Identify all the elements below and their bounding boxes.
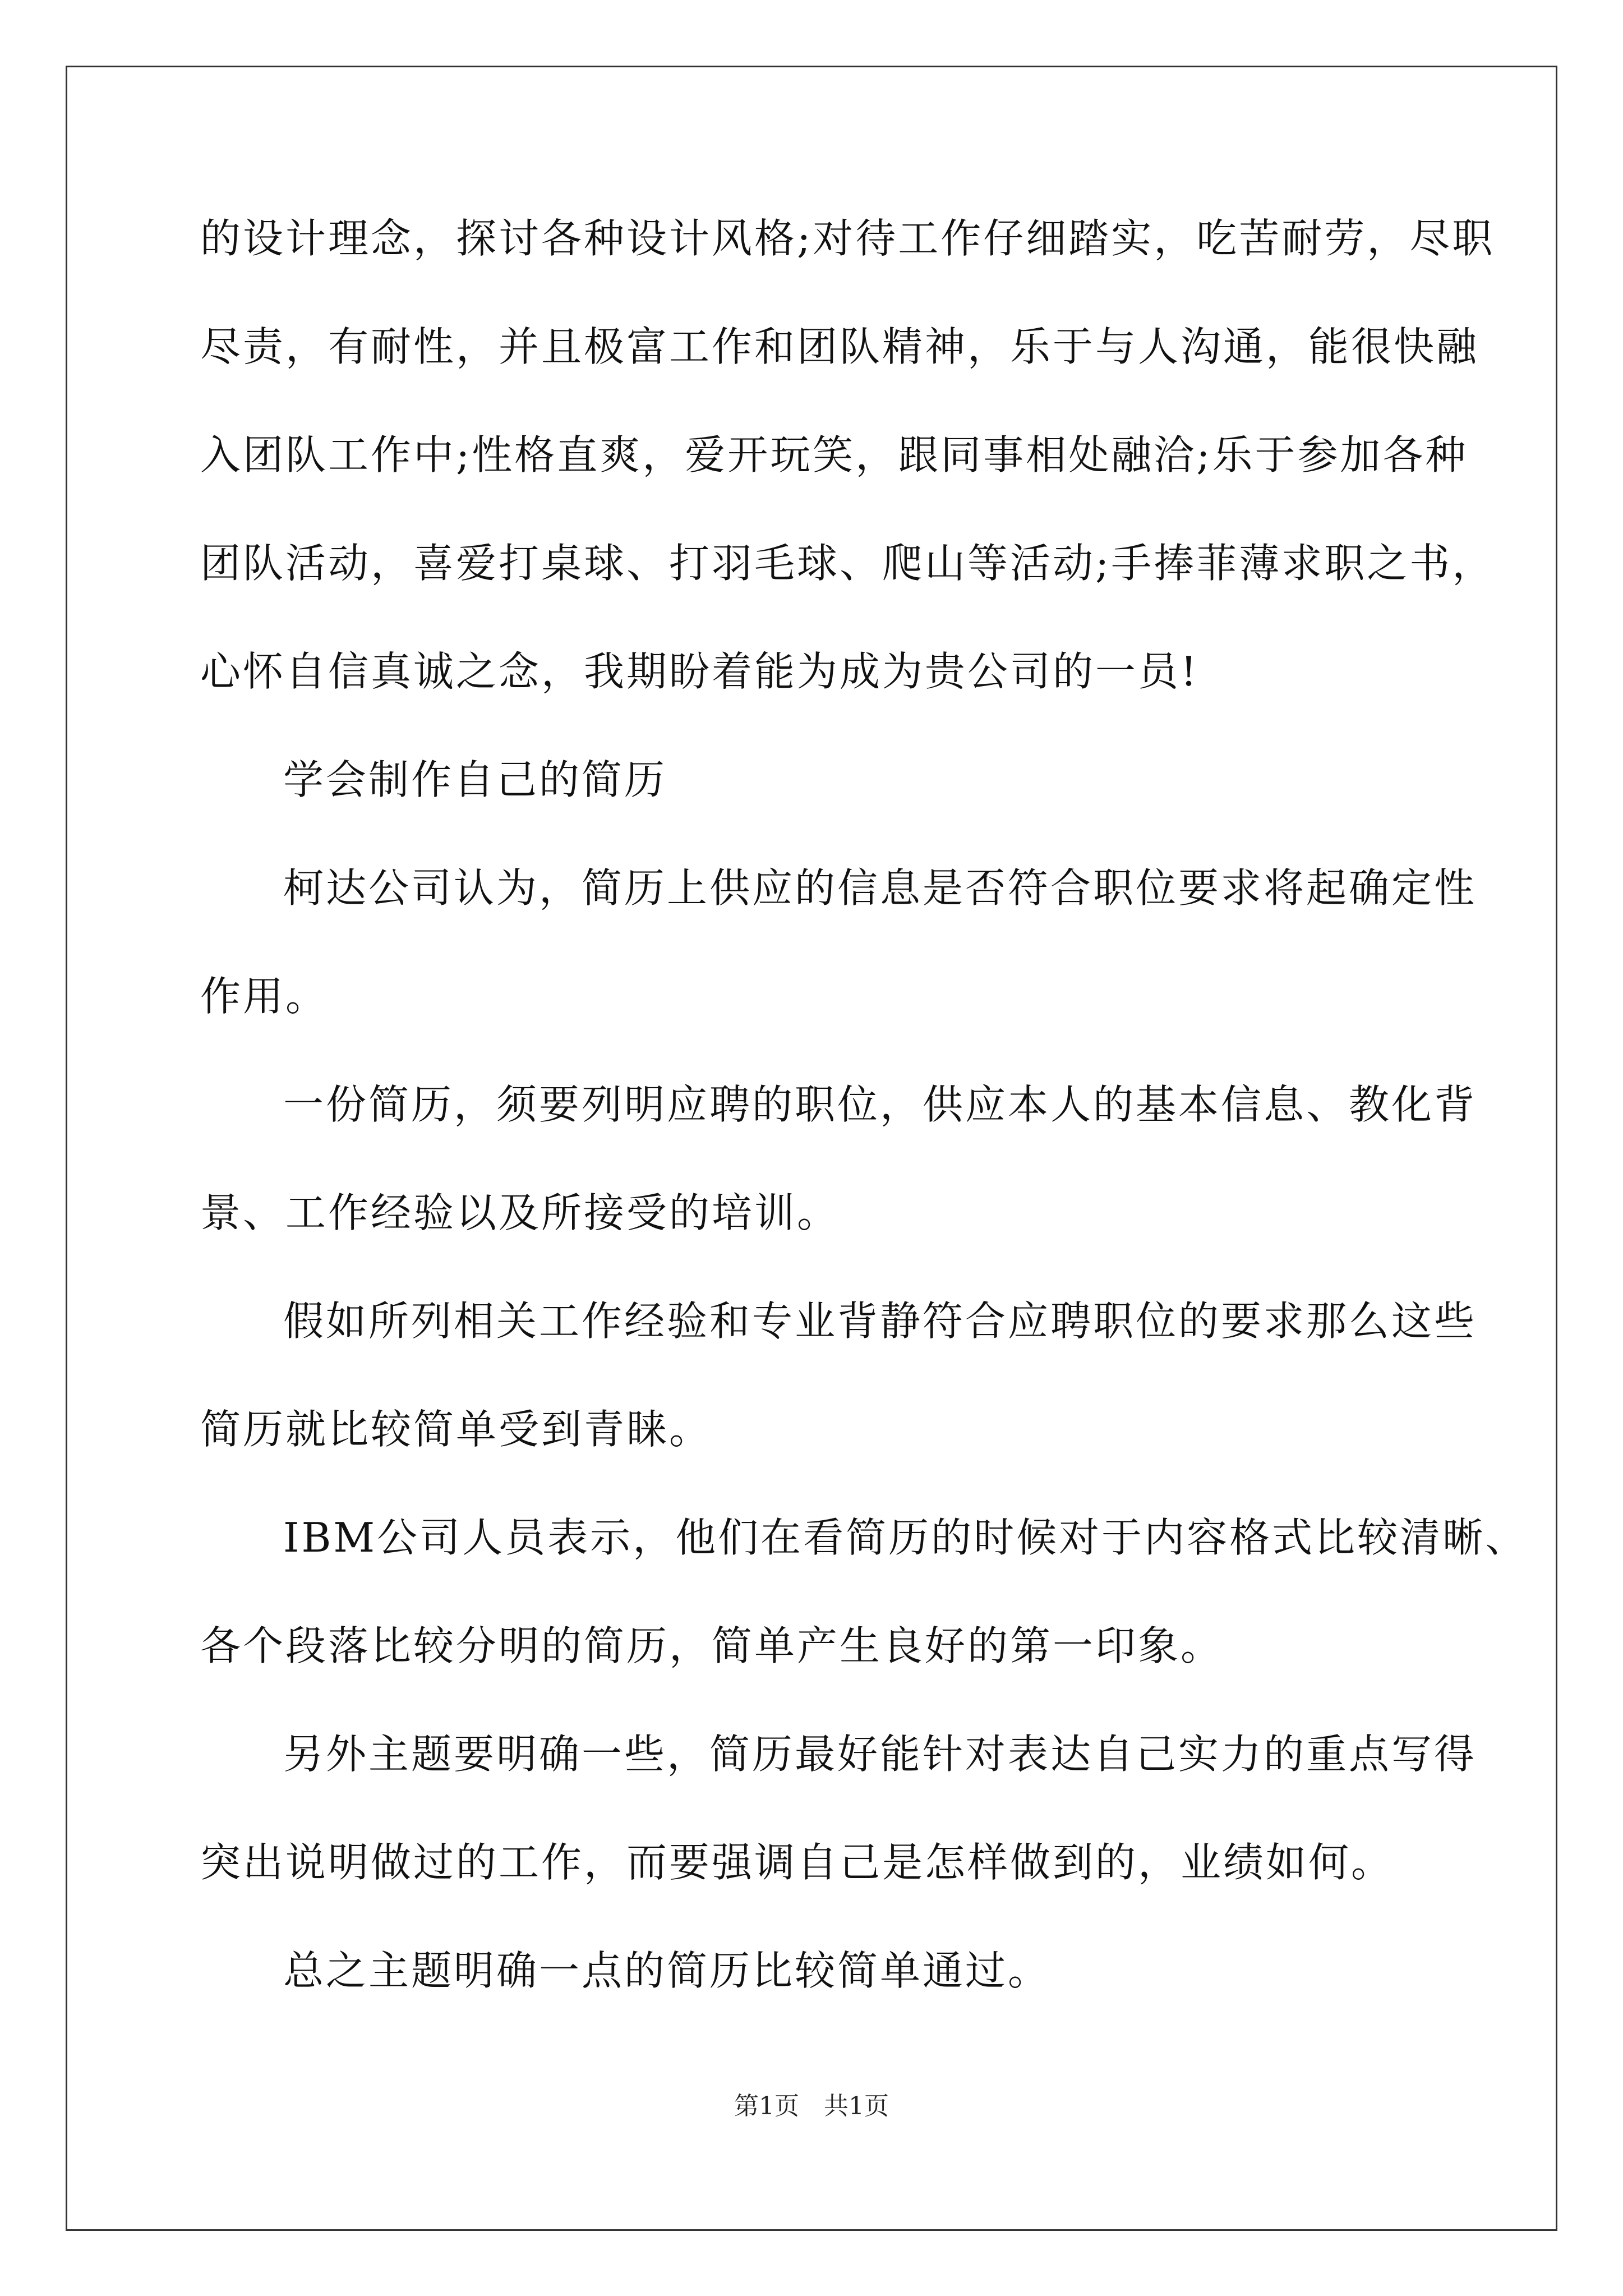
text-line: IBM公司人员表示，他们在看简历的时候对于内容格式比较清晰、 — [283, 1514, 1528, 1561]
text-line: 尽责，有耐性，并且极富工作和团队精神，乐于与人沟通，能很快融 — [200, 323, 1479, 370]
text-line: 团队活动，喜爱打桌球、打羽毛球、爬山等活动;手捧菲薄求职之书， — [200, 540, 1495, 587]
text-line: 入团队工作中;性格直爽，爱开玩笑，跟同事相处融洽;乐于参加各种 — [200, 431, 1468, 478]
page-number-total: 共1页 — [824, 2092, 889, 2120]
text-line: 各个段落比较分明的简历，简单产生良好的第一印象。 — [200, 1622, 1224, 1669]
text-line: 总之主题明确一点的简历比较简单通过。 — [283, 1947, 1051, 1994]
text-line: 景、工作经验以及所接受的培训。 — [200, 1189, 840, 1236]
text-line: 另外主题要明确一些，简历最好能针对表达自己实力的重点写得 — [283, 1731, 1477, 1778]
text-line: 柯达公司认为，简历上供应的信息是否符合职位要求将起确定性 — [283, 864, 1477, 912]
page-border — [66, 66, 1557, 2231]
text-line: 简历就比较简单受到青睐。 — [200, 1406, 712, 1453]
text-line: 突出说明做过的工作，而要强调自己是怎样做到的，业绩如何。 — [200, 1839, 1394, 1886]
page-number-current: 第1页 — [734, 2092, 799, 2120]
page-footer — [0, 2090, 1623, 2123]
text-line: 心怀自信真诚之念，我期盼着能为成为贵公司的一员! — [200, 648, 1199, 695]
text-line: 一份简历，须要列明应聘的职位，供应本人的基本信息、教化背 — [283, 1081, 1477, 1128]
text-line: 作用。 — [200, 973, 329, 1020]
text-line: 的设计理念，探讨各种设计风格;对待工作仔细踏实，吃苦耐劳，尽职 — [200, 215, 1495, 262]
text-line: 假如所列相关工作经验和专业背静符合应聘职位的要求那么这些 — [283, 1297, 1477, 1345]
section-heading: 学会制作自己的简历 — [283, 756, 667, 803]
